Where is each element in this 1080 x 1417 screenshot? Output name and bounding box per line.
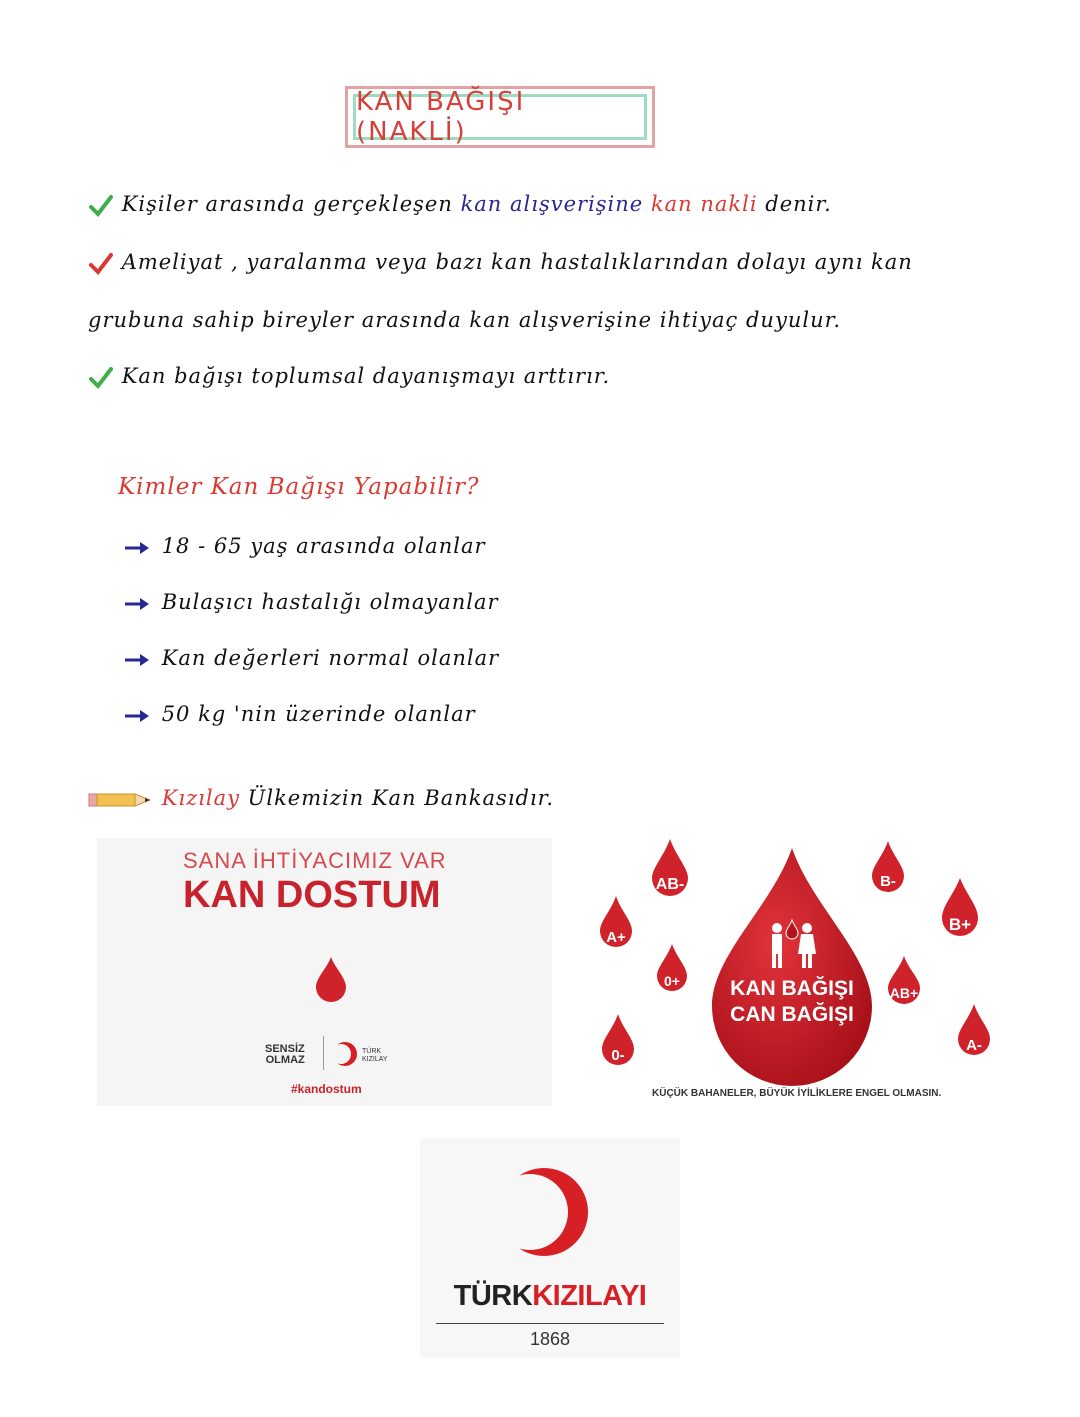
green-check-icon: [88, 365, 114, 391]
poster-subtitle: SANA İHTİYACIMIZ VAR: [183, 848, 447, 873]
crescent-icon: [331, 1040, 359, 1068]
kan-bagisi-text: KAN BAĞIŞI CAN BAĞIŞI: [730, 977, 854, 1026]
hashtag: #kandostum: [291, 1082, 362, 1096]
svg-text:AB+: AB+: [889, 985, 919, 1001]
intro-text-4: Kan bağışı toplumsal dayanışmayı arttırır.: [121, 364, 611, 388]
arrow-right-icon: [124, 709, 150, 723]
turk-kizilay-small: TÜRK KIZILAY: [362, 1048, 388, 1063]
title-box: [345, 86, 655, 148]
svg-text:0-: 0-: [611, 1047, 625, 1064]
intro-text-b: kan alışverişine: [460, 192, 644, 216]
red-check-icon: [88, 251, 114, 277]
logo-wordmark: TÜRKKIZILAYI: [453, 1280, 647, 1312]
criteria-item: 50 kg 'nin üzerinde olanlar: [124, 702, 476, 726]
intro-line-4: [88, 364, 610, 391]
poster-slogan: KÜÇÜK BAHANELER, BÜYÜK İYİLİKLERE ENGEL OLMASIN.: [652, 1088, 942, 1099]
kizilay-note-a: Kızılay: [161, 786, 240, 810]
pencil-icon: [88, 787, 154, 813]
criteria-item: Kan değerleri normal olanlar: [124, 646, 499, 670]
blood-drop-icon: [315, 956, 347, 1002]
criteria-item: Bulaşıcı hastalığı olmayanlar: [124, 590, 499, 614]
svg-text:B-: B-: [880, 873, 896, 890]
svg-text:0+: 0+: [664, 973, 680, 989]
arrow-right-icon: [124, 597, 150, 611]
crescent-icon: [496, 1164, 592, 1260]
intro-line-1: [88, 192, 832, 219]
kan-bagisi-poster: [582, 836, 1002, 1106]
page-title: KAN BAĞIŞI (NAKLİ): [353, 94, 647, 140]
arrow-right-icon: [124, 541, 150, 555]
intro-text-d: denir.: [765, 192, 832, 216]
intro-text-2: Ameliyat , yaralanma veya bazı kan hastalıklarından dolayı aynı kan: [121, 250, 913, 274]
svg-text:A+: A+: [606, 929, 626, 946]
intro-text-a: Kişiler arasında gerçekleşen: [121, 192, 453, 216]
svg-text:B+: B+: [948, 915, 972, 934]
kan-dostum-poster: [97, 838, 552, 1106]
turk-kizilayi-logo: [420, 1138, 680, 1358]
kizilay-note: [88, 786, 554, 813]
arrow-right-icon: [124, 653, 150, 667]
svg-text:A-: A-: [966, 1037, 982, 1054]
question-heading: Kimler Kan Bağışı Yapabilir?: [118, 474, 480, 500]
svg-text:AB-: AB-: [655, 876, 685, 893]
blood-drops-graphic: [582, 836, 1002, 1086]
poster-headline: KAN DOSTUM: [183, 874, 441, 916]
intro-text-c: kan nakli: [650, 192, 758, 216]
logo-year: 1868: [529, 1329, 571, 1349]
green-check-icon: [88, 193, 114, 219]
sensiz-olmaz-label: SENSİZ OLMAZ: [265, 1043, 305, 1066]
intro-line-2: [88, 250, 913, 277]
logo-rule: [436, 1323, 664, 1324]
criteria-item: 18 - 65 yaş arasında olanlar: [124, 534, 486, 558]
intro-line-3: grubuna sahip bireyler arasında kan alışverişine ihtiyaç duyulur.: [88, 308, 841, 332]
divider: [323, 1036, 324, 1070]
kizilay-note-b: Ülkemizin Kan Bankasıdır.: [247, 786, 555, 810]
